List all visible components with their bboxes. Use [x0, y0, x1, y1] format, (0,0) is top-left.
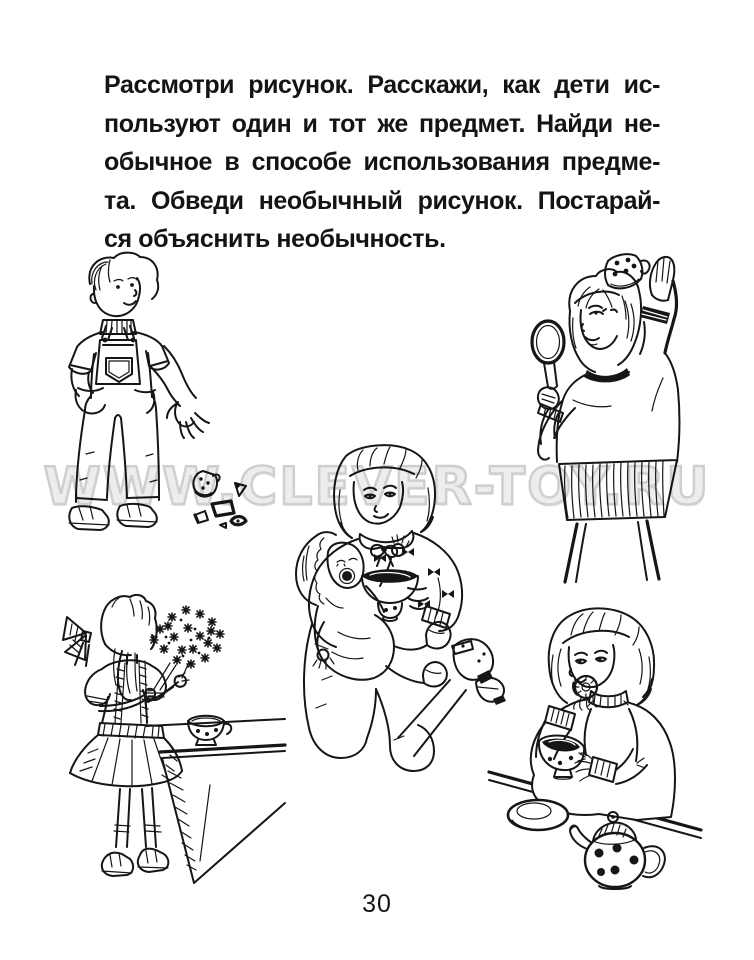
instruction-line: обычное в способе использования предме-: [104, 148, 660, 177]
illustration-girl-smelling-flowers: [42, 593, 287, 893]
watermark: WWW.CLEVER-TOY.RU: [43, 457, 711, 517]
instruction-line: ся объяснить необычность.: [104, 225, 446, 254]
illustration-girl-cup-on-head: [515, 248, 710, 588]
instruction-text: [104, 66, 660, 259]
illustration-girl-drinking-tea: [487, 605, 707, 895]
instruction-line: Рассмотри рисунок. Расскажи, как дети ис-: [104, 71, 660, 99]
instruction-line: та. Обведи необычный рисунок. Постарай-: [104, 186, 660, 215]
illustration-boy-broken-cup: [60, 250, 260, 545]
instruction-line: пользуют один и тот же предмет. Найди не-: [104, 109, 660, 138]
illustration-girl-feeding-doll: [280, 440, 515, 795]
page-number: 30: [362, 890, 392, 918]
